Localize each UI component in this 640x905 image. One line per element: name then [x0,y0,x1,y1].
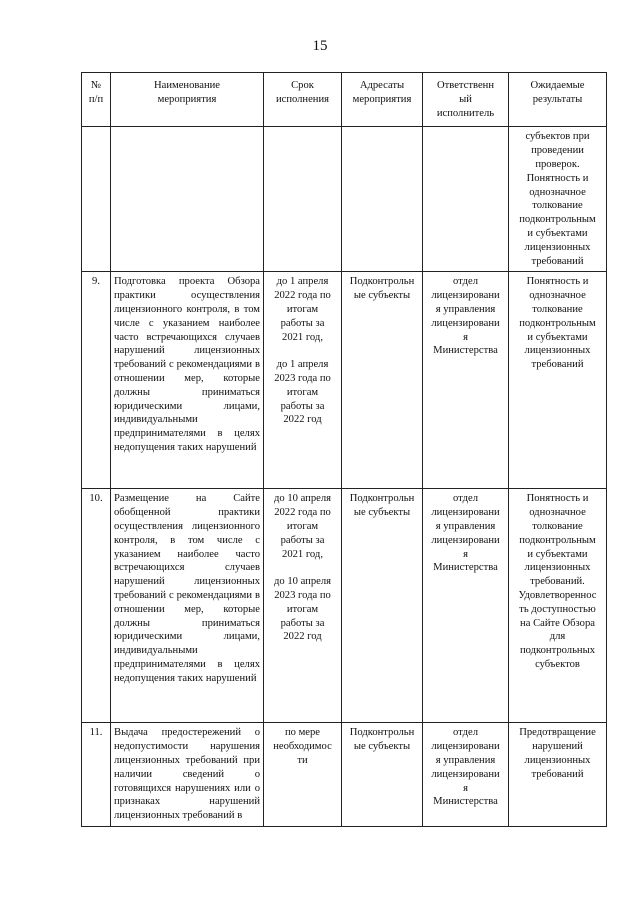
cell-name: Размещение на Сайте обобщенной практики осуществления лицензионного контроля, в том числе с указанием наиболее часто встречающихся случаев нарушений лицензионных требований с рекомендациями в отношении мер, которые должны приниматься юридическими лицами, индивидуальными предпринимателями в целях недопущения таких нарушений [111,489,264,723]
column-header-term: Срок исполнения [264,73,342,127]
cell-responsible [423,127,509,272]
cell-name: Выдача предостережений о недопустимости нарушения лицензионных требований при наличии сведений о готовящихся нарушениях или о признаках нарушений лицензионных требований в [111,723,264,827]
cell-number: 11. [82,723,111,827]
table-header-row [82,73,607,127]
table-row [82,127,607,272]
cell-number: 9. [82,272,111,489]
cell-results: Понятность и однозначное толкование подконтрольным и субъектами лицензионных требований. Удовлетвореннос ть доступностью на Сайте Обзора для подконтрольных субъектов [509,489,607,723]
column-header-responsible: Ответственн ый исполнитель [423,73,509,127]
page-number: 15 [312,38,328,54]
cell-number [82,127,111,272]
cell-responsible: отдел лицензировани я управления лицензировани я Министерства [423,272,509,489]
cell-addressees: Подконтрольн ые субъекты [342,723,423,827]
cell-addressees [342,127,423,272]
cell-responsible: отдел лицензировани я управления лицензировани я Министерства [423,723,509,827]
cell-addressees: Подконтрольн ые субъекты [342,272,423,489]
cell-name: Подготовка проекта Обзора практики осуществления лицензионного контроля, в том числе с указанием наиболее часто встречающихся случаев нарушений лицензионных требований с рекомендациями в отношении мер, которые должны приниматься юридическими лицами, индивидуальными предпринимателями в целях недопущения таких нарушений [111,272,264,489]
cell-addressees: Подконтрольн ые субъекты [342,489,423,723]
column-header-number: № п/п [82,73,111,127]
cell-results: Предотвращение нарушений лицензионных требований [509,723,607,827]
cell-term: по мере необходимос ти [264,723,342,827]
cell-term: до 10 апреля 2022 года по итогам работы за 2021 год, до 10 апреля 2023 года по итогам работы за 2022 год [264,489,342,723]
cell-term: до 1 апреля 2022 года по итогам работы за 2021 год, до 1 апреля 2023 года по итогам работы за 2022 год [264,272,342,489]
table-row [82,489,607,723]
cell-number: 10. [82,489,111,723]
column-header-addressees: Адресаты мероприятия [342,73,423,127]
cell-results: субъектов при проведении проверок. Понятность и однозначное толкование подконтрольным и субъектами лицензионных требований [509,127,607,272]
column-header-name: Наименование мероприятия [111,73,264,127]
cell-name [111,127,264,272]
cell-results: Понятность и однозначное толкование подконтрольным и субъектами лицензионных требований [509,272,607,489]
cell-term [264,127,342,272]
cell-responsible: отдел лицензировани я управления лицензировани я Министерства [423,489,509,723]
table-row [82,272,607,489]
measures-table [81,72,607,827]
column-header-results: Ожидаемые результаты [509,73,607,127]
table-row [82,723,607,827]
